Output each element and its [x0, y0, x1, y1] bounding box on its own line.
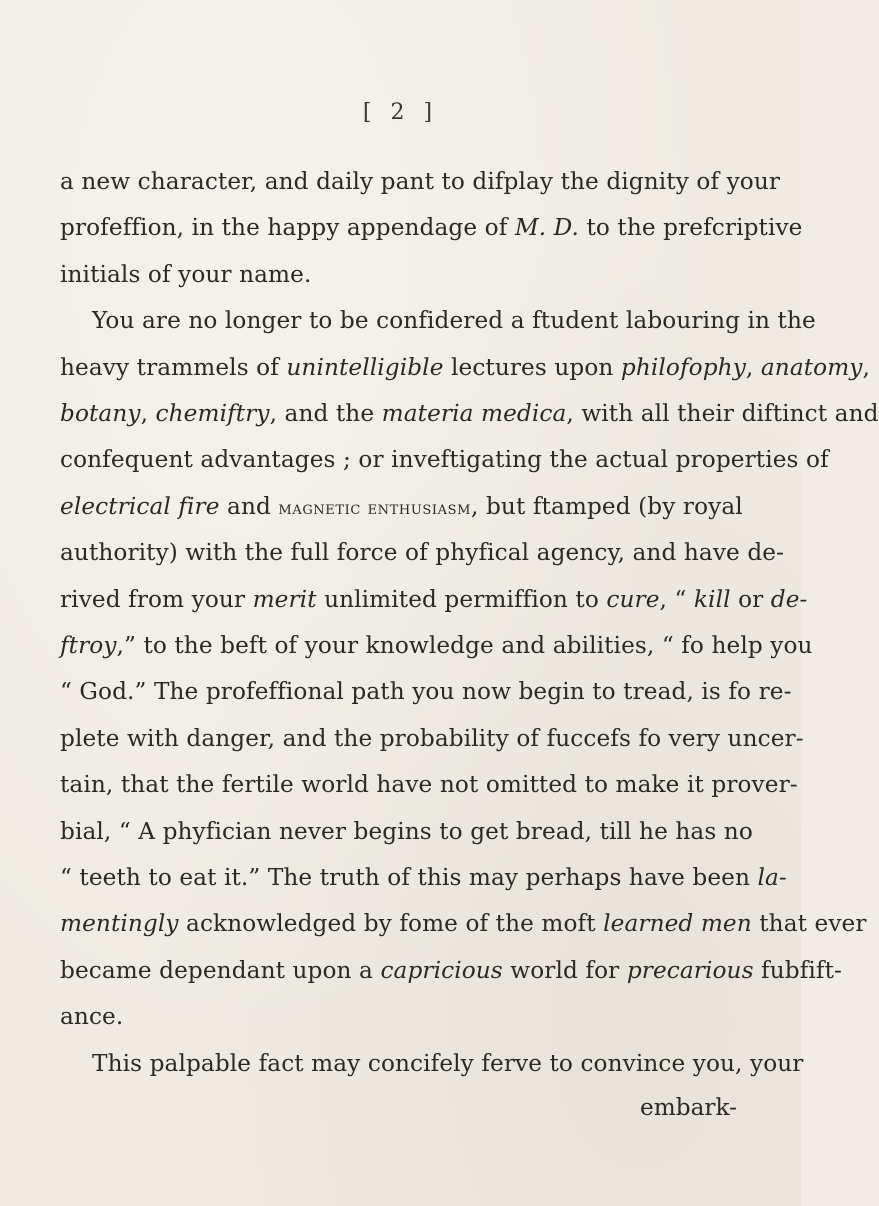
text-line	[60, 770, 800, 800]
text-line	[60, 167, 800, 197]
italic-run: ftroy	[60, 632, 117, 659]
italic-run: botany	[60, 400, 141, 427]
italic-run: electrical fire	[60, 492, 220, 520]
text-line	[92, 1049, 804, 1079]
small-caps-run: magnetic enthusiasm	[278, 496, 472, 519]
italic-run: M. D.	[514, 214, 579, 242]
text-line	[60, 1002, 800, 1032]
text-line	[60, 724, 804, 754]
text-run: , with all their diftinct and	[566, 400, 879, 427]
page-number: [ 2 ]	[362, 100, 439, 125]
text-line	[60, 631, 813, 661]
text-line	[60, 492, 800, 523]
text-line	[60, 909, 867, 939]
text-line	[60, 677, 800, 707]
text-run: , and the	[269, 400, 382, 427]
italic-run: materia medica	[381, 400, 567, 427]
italic-run: merit	[252, 585, 317, 613]
text-run: “ teeth to eat it.” The truth of this may perhaps have been	[60, 864, 758, 891]
text-run: ance.	[60, 1003, 124, 1031]
text-line	[60, 353, 870, 383]
text-run: lectures upon	[443, 353, 621, 381]
catchword: embark-	[640, 1094, 737, 1121]
text-run: ,	[745, 353, 761, 381]
text-run: became dependant upon a	[60, 956, 381, 984]
text-line	[60, 817, 800, 847]
text-line	[60, 863, 800, 893]
italic-run: anatomy	[760, 353, 863, 381]
text-run: ,” to the beft of your knowledge and abilities, “ fo help you	[116, 632, 813, 659]
text-line	[60, 399, 879, 429]
italic-run: capricious	[380, 956, 503, 984]
text-run: authority) with the full force of phyfical agency, and have de-	[60, 539, 785, 567]
text-run: heavy trammels of	[60, 353, 287, 381]
text-run: rived from your	[60, 585, 253, 613]
italic-run: mentingly	[60, 910, 179, 938]
italic-run: precarious	[626, 956, 754, 984]
text-run: unlimited permiffion to	[316, 585, 607, 613]
italic-run: learned men	[603, 910, 752, 938]
text-run: ,	[140, 400, 156, 427]
italic-run: la-	[757, 864, 787, 891]
text-run: , but ftamped (by royal	[471, 492, 743, 520]
text-line	[60, 956, 842, 986]
italic-run: chemiftry	[155, 400, 270, 427]
text-run: that ever	[751, 910, 867, 938]
text-line	[60, 445, 829, 475]
text-run: profeffion, in the happy appendage of	[60, 214, 515, 242]
text-run: a new character, and daily pant to difplay the dignity of your	[60, 168, 781, 195]
text-run: initials of your name.	[60, 260, 312, 288]
text-run: This palpable fact may concifely ferve to convince you, your	[92, 1049, 804, 1077]
text-run: or	[730, 585, 771, 613]
text-run: You are no longer to be confidered a ftudent labouring in the	[92, 307, 816, 335]
text-run: bial, “ A phyfician never begins to get bread, till he has no	[60, 817, 753, 845]
text-run: confequent advantages ; or inveftigating the actual properties of	[60, 446, 829, 474]
text-line	[92, 306, 816, 336]
text-line	[60, 538, 800, 568]
text-run: “ God.” The profeffional path you now begin to tread, is fo re-	[60, 678, 792, 706]
text-run: ,	[862, 353, 870, 381]
italic-run: unintelligible	[286, 353, 444, 381]
text-run: fubfift-	[753, 956, 842, 984]
italic-run: kill	[693, 585, 731, 613]
text-run: tain, that the fertile world have not omitted to make it prover-	[60, 771, 798, 799]
text-run: plete with danger, and the probability of fuccefs fo very uncer-	[60, 724, 804, 752]
text-run: acknowledged by fome of the moft	[178, 910, 604, 938]
text-run: and	[219, 492, 279, 520]
text-run: , “	[659, 585, 694, 613]
italic-run: philofophy	[620, 353, 746, 381]
text-run: world for	[502, 956, 627, 984]
text-line	[60, 260, 800, 290]
text-run: to the prefcriptive	[579, 214, 803, 242]
text-line	[60, 585, 808, 615]
text-line	[60, 213, 803, 243]
italic-run: cure	[606, 585, 660, 613]
italic-run: de-	[770, 585, 808, 613]
